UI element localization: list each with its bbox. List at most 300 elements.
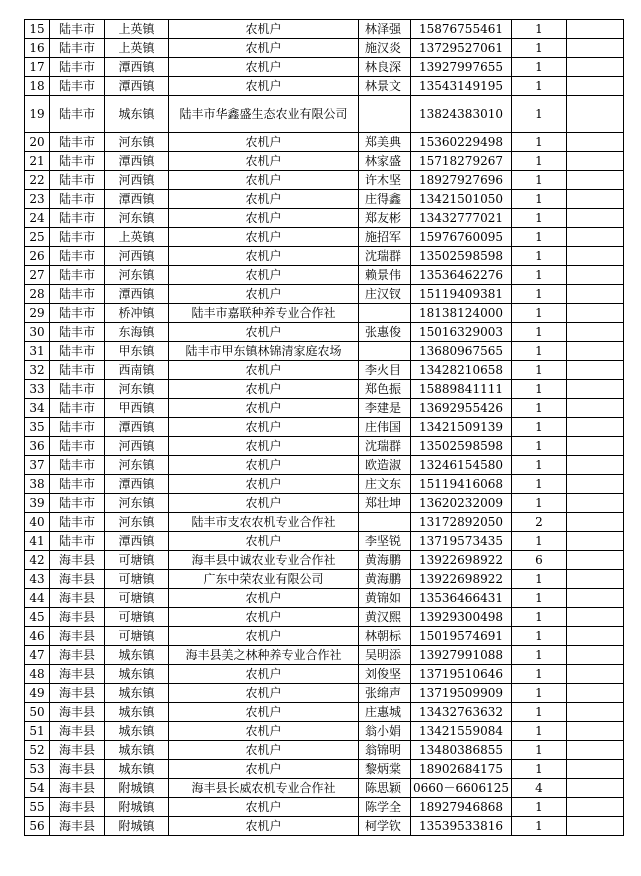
phone-cell: 13719573435 xyxy=(411,532,512,551)
entity-cell: 农机户 xyxy=(169,608,359,627)
table-row xyxy=(25,817,624,836)
entity-cell: 农机户 xyxy=(169,665,359,684)
note-cell xyxy=(566,285,623,304)
town-cell: 河东镇 xyxy=(105,380,169,399)
row-number: 24 xyxy=(25,209,50,228)
town-cell: 可塘镇 xyxy=(105,551,169,570)
row-number: 18 xyxy=(25,77,50,96)
table-row xyxy=(25,304,624,323)
note-cell xyxy=(566,266,623,285)
row-number: 15 xyxy=(25,20,50,39)
note-cell xyxy=(566,627,623,646)
note-cell xyxy=(566,741,623,760)
note-cell xyxy=(566,342,623,361)
row-number: 43 xyxy=(25,570,50,589)
contact-cell: 庄惠城 xyxy=(359,703,411,722)
entity-cell: 农机户 xyxy=(169,133,359,152)
quantity-cell: 1 xyxy=(511,665,566,684)
table-row xyxy=(25,247,624,266)
town-cell: 上英镇 xyxy=(105,20,169,39)
city-cell: 陆丰市 xyxy=(50,418,105,437)
phone-cell: 13922698922 xyxy=(411,551,512,570)
city-cell: 陆丰市 xyxy=(50,532,105,551)
note-cell xyxy=(566,513,623,532)
town-cell: 城东镇 xyxy=(105,684,169,703)
note-cell xyxy=(566,646,623,665)
note-cell xyxy=(566,532,623,551)
city-cell: 陆丰市 xyxy=(50,361,105,380)
city-cell: 海丰县 xyxy=(50,608,105,627)
contact-cell: 陈思颖 xyxy=(359,779,411,798)
table-row xyxy=(25,399,624,418)
contact-cell: 黎炳棠 xyxy=(359,760,411,779)
town-cell: 河西镇 xyxy=(105,247,169,266)
quantity-cell: 1 xyxy=(511,760,566,779)
phone-cell: 13929300498 xyxy=(411,608,512,627)
row-number: 47 xyxy=(25,646,50,665)
entity-cell: 农机户 xyxy=(169,456,359,475)
contact-cell: 施招军 xyxy=(359,228,411,247)
note-cell xyxy=(566,247,623,266)
city-cell: 陆丰市 xyxy=(50,190,105,209)
row-number: 42 xyxy=(25,551,50,570)
note-cell xyxy=(566,703,623,722)
contact-cell: 庄得鑫 xyxy=(359,190,411,209)
row-number: 35 xyxy=(25,418,50,437)
note-cell xyxy=(566,570,623,589)
quantity-cell: 1 xyxy=(511,20,566,39)
town-cell: 河东镇 xyxy=(105,494,169,513)
entity-cell: 农机户 xyxy=(169,77,359,96)
row-number: 54 xyxy=(25,779,50,798)
phone-cell: 15889841111 xyxy=(411,380,512,399)
quantity-cell: 1 xyxy=(511,817,566,836)
table-row xyxy=(25,475,624,494)
phone-cell: 13719509909 xyxy=(411,684,512,703)
note-cell xyxy=(566,494,623,513)
table-row xyxy=(25,323,624,342)
table-row xyxy=(25,20,624,39)
contact-cell: 林良深 xyxy=(359,58,411,77)
table-row xyxy=(25,456,624,475)
row-number: 53 xyxy=(25,760,50,779)
contact-cell: 黄汉熙 xyxy=(359,608,411,627)
note-cell xyxy=(566,323,623,342)
table-row xyxy=(25,532,624,551)
row-number: 33 xyxy=(25,380,50,399)
row-number: 27 xyxy=(25,266,50,285)
quantity-cell: 4 xyxy=(511,779,566,798)
row-number: 23 xyxy=(25,190,50,209)
quantity-cell: 1 xyxy=(511,323,566,342)
town-cell: 潭西镇 xyxy=(105,152,169,171)
contact-cell: 赖景伟 xyxy=(359,266,411,285)
note-cell xyxy=(566,39,623,58)
entity-cell: 农机户 xyxy=(169,58,359,77)
phone-cell: 13620232009 xyxy=(411,494,512,513)
contact-cell: 翁小娟 xyxy=(359,722,411,741)
entity-cell: 农机户 xyxy=(169,171,359,190)
contact-cell: 郑友彬 xyxy=(359,209,411,228)
phone-cell: 15019574691 xyxy=(411,627,512,646)
entity-cell: 广东中荣农业有限公司 xyxy=(169,570,359,589)
city-cell: 陆丰市 xyxy=(50,380,105,399)
quantity-cell: 1 xyxy=(511,494,566,513)
row-number: 26 xyxy=(25,247,50,266)
quantity-cell: 1 xyxy=(511,437,566,456)
note-cell xyxy=(566,20,623,39)
phone-cell: 13536462276 xyxy=(411,266,512,285)
quantity-cell: 1 xyxy=(511,703,566,722)
note-cell xyxy=(566,779,623,798)
row-number: 29 xyxy=(25,304,50,323)
row-number: 38 xyxy=(25,475,50,494)
table-row xyxy=(25,39,624,58)
note-cell xyxy=(566,418,623,437)
entity-cell: 农机户 xyxy=(169,285,359,304)
row-number: 44 xyxy=(25,589,50,608)
town-cell: 潭西镇 xyxy=(105,58,169,77)
quantity-cell: 1 xyxy=(511,190,566,209)
table-row xyxy=(25,703,624,722)
entity-cell: 农机户 xyxy=(169,39,359,58)
phone-cell: 15976760095 xyxy=(411,228,512,247)
city-cell: 陆丰市 xyxy=(50,39,105,58)
quantity-cell: 1 xyxy=(511,475,566,494)
town-cell: 河东镇 xyxy=(105,513,169,532)
row-number: 52 xyxy=(25,741,50,760)
city-cell: 陆丰市 xyxy=(50,77,105,96)
entity-cell: 农机户 xyxy=(169,627,359,646)
row-number: 21 xyxy=(25,152,50,171)
row-number: 36 xyxy=(25,437,50,456)
entity-cell: 农机户 xyxy=(169,209,359,228)
quantity-cell: 1 xyxy=(511,285,566,304)
city-cell: 陆丰市 xyxy=(50,228,105,247)
entity-cell: 农机户 xyxy=(169,190,359,209)
quantity-cell: 1 xyxy=(511,722,566,741)
phone-cell: 13719510646 xyxy=(411,665,512,684)
quantity-cell: 6 xyxy=(511,551,566,570)
city-cell: 海丰县 xyxy=(50,646,105,665)
row-number: 41 xyxy=(25,532,50,551)
phone-cell: 18927946868 xyxy=(411,798,512,817)
entity-cell: 农机户 xyxy=(169,684,359,703)
phone-cell: 13428210658 xyxy=(411,361,512,380)
city-cell: 陆丰市 xyxy=(50,399,105,418)
entity-cell: 海丰县美之林种养专业合作社 xyxy=(169,646,359,665)
table-body xyxy=(25,20,624,836)
phone-cell: 13680967565 xyxy=(411,342,512,361)
city-cell: 海丰县 xyxy=(50,665,105,684)
contact-cell: 李建是 xyxy=(359,399,411,418)
city-cell: 海丰县 xyxy=(50,570,105,589)
table-row xyxy=(25,741,624,760)
city-cell: 海丰县 xyxy=(50,798,105,817)
row-number: 19 xyxy=(25,96,50,133)
quantity-cell: 1 xyxy=(511,171,566,190)
note-cell xyxy=(566,399,623,418)
table-row xyxy=(25,513,624,532)
city-cell: 陆丰市 xyxy=(50,475,105,494)
row-number: 40 xyxy=(25,513,50,532)
contact-cell: 郑色振 xyxy=(359,380,411,399)
row-number: 16 xyxy=(25,39,50,58)
quantity-cell: 1 xyxy=(511,646,566,665)
phone-cell: 13824383010 xyxy=(411,96,512,133)
row-number: 39 xyxy=(25,494,50,513)
city-cell: 陆丰市 xyxy=(50,342,105,361)
phone-cell: 15360229498 xyxy=(411,133,512,152)
contact-cell: 郑美典 xyxy=(359,133,411,152)
contact-cell: 吴明添 xyxy=(359,646,411,665)
table-row xyxy=(25,551,624,570)
town-cell: 城东镇 xyxy=(105,760,169,779)
phone-cell: 15119416068 xyxy=(411,475,512,494)
town-cell: 城东镇 xyxy=(105,96,169,133)
row-number: 49 xyxy=(25,684,50,703)
entity-cell: 农机户 xyxy=(169,380,359,399)
row-number: 20 xyxy=(25,133,50,152)
town-cell: 上英镇 xyxy=(105,228,169,247)
city-cell: 陆丰市 xyxy=(50,247,105,266)
contact-cell: 李火目 xyxy=(359,361,411,380)
town-cell: 河东镇 xyxy=(105,456,169,475)
quantity-cell: 1 xyxy=(511,304,566,323)
city-cell: 陆丰市 xyxy=(50,152,105,171)
row-number: 48 xyxy=(25,665,50,684)
note-cell xyxy=(566,437,623,456)
town-cell: 可塘镇 xyxy=(105,589,169,608)
town-cell: 河东镇 xyxy=(105,266,169,285)
table-row xyxy=(25,171,624,190)
phone-cell: 13502598598 xyxy=(411,247,512,266)
table-row xyxy=(25,209,624,228)
city-cell: 陆丰市 xyxy=(50,266,105,285)
entity-cell: 农机户 xyxy=(169,228,359,247)
phone-cell: 13536466431 xyxy=(411,589,512,608)
quantity-cell: 1 xyxy=(511,456,566,475)
city-cell: 陆丰市 xyxy=(50,456,105,475)
contact-cell: 黄海鹏 xyxy=(359,551,411,570)
quantity-cell: 1 xyxy=(511,741,566,760)
city-cell: 海丰县 xyxy=(50,741,105,760)
contact-cell: 庄伟国 xyxy=(359,418,411,437)
entity-cell: 农机户 xyxy=(169,798,359,817)
note-cell xyxy=(566,304,623,323)
contact-cell xyxy=(359,96,411,133)
contact-cell: 陈学全 xyxy=(359,798,411,817)
phone-cell: 13421559084 xyxy=(411,722,512,741)
town-cell: 附城镇 xyxy=(105,798,169,817)
contact-cell: 黄锦如 xyxy=(359,589,411,608)
phone-cell: 13480386855 xyxy=(411,741,512,760)
contact-cell xyxy=(359,304,411,323)
row-number: 56 xyxy=(25,817,50,836)
phone-cell: 15718279267 xyxy=(411,152,512,171)
table-row xyxy=(25,228,624,247)
contact-cell: 施汉炎 xyxy=(359,39,411,58)
quantity-cell: 1 xyxy=(511,418,566,437)
city-cell: 海丰县 xyxy=(50,779,105,798)
entity-cell: 陆丰市支农农机专业合作社 xyxy=(169,513,359,532)
quantity-cell: 1 xyxy=(511,247,566,266)
table-row xyxy=(25,342,624,361)
town-cell: 附城镇 xyxy=(105,817,169,836)
table-row xyxy=(25,570,624,589)
table-row xyxy=(25,627,624,646)
registry-table xyxy=(24,19,624,836)
quantity-cell: 1 xyxy=(511,209,566,228)
entity-cell: 农机户 xyxy=(169,361,359,380)
phone-cell: 13543149195 xyxy=(411,77,512,96)
quantity-cell: 1 xyxy=(511,133,566,152)
table-row xyxy=(25,798,624,817)
note-cell xyxy=(566,475,623,494)
entity-cell: 农机户 xyxy=(169,741,359,760)
entity-cell: 农机户 xyxy=(169,532,359,551)
city-cell: 海丰县 xyxy=(50,817,105,836)
contact-cell: 郑壮坤 xyxy=(359,494,411,513)
note-cell xyxy=(566,380,623,399)
contact-cell: 沈瑞群 xyxy=(359,247,411,266)
contact-cell: 柯学钦 xyxy=(359,817,411,836)
note-cell xyxy=(566,589,623,608)
town-cell: 城东镇 xyxy=(105,665,169,684)
row-number: 25 xyxy=(25,228,50,247)
table-row xyxy=(25,779,624,798)
table-row xyxy=(25,418,624,437)
town-cell: 潭西镇 xyxy=(105,532,169,551)
town-cell: 城东镇 xyxy=(105,646,169,665)
entity-cell: 农机户 xyxy=(169,475,359,494)
town-cell: 上英镇 xyxy=(105,39,169,58)
table-row xyxy=(25,380,624,399)
city-cell: 海丰县 xyxy=(50,760,105,779)
quantity-cell: 1 xyxy=(511,152,566,171)
table-row xyxy=(25,589,624,608)
city-cell: 陆丰市 xyxy=(50,58,105,77)
row-number: 46 xyxy=(25,627,50,646)
entity-cell: 陆丰市华鑫盛生态农业有限公司 xyxy=(169,96,359,133)
city-cell: 陆丰市 xyxy=(50,171,105,190)
entity-cell: 农机户 xyxy=(169,152,359,171)
quantity-cell: 1 xyxy=(511,266,566,285)
city-cell: 陆丰市 xyxy=(50,304,105,323)
document-page xyxy=(24,19,624,836)
table-row xyxy=(25,77,624,96)
entity-cell: 农机户 xyxy=(169,418,359,437)
quantity-cell: 1 xyxy=(511,342,566,361)
row-number: 28 xyxy=(25,285,50,304)
table-row xyxy=(25,494,624,513)
table-row xyxy=(25,684,624,703)
note-cell xyxy=(566,456,623,475)
row-number: 22 xyxy=(25,171,50,190)
quantity-cell: 1 xyxy=(511,570,566,589)
table-row xyxy=(25,285,624,304)
city-cell: 陆丰市 xyxy=(50,494,105,513)
town-cell: 城东镇 xyxy=(105,722,169,741)
city-cell: 海丰县 xyxy=(50,551,105,570)
phone-cell: 13729527061 xyxy=(411,39,512,58)
city-cell: 海丰县 xyxy=(50,589,105,608)
note-cell xyxy=(566,228,623,247)
phone-cell: 13421509139 xyxy=(411,418,512,437)
quantity-cell: 1 xyxy=(511,532,566,551)
contact-cell: 刘俊坚 xyxy=(359,665,411,684)
city-cell: 海丰县 xyxy=(50,627,105,646)
city-cell: 陆丰市 xyxy=(50,437,105,456)
phone-cell: 13172892050 xyxy=(411,513,512,532)
quantity-cell: 1 xyxy=(511,96,566,133)
row-number: 32 xyxy=(25,361,50,380)
phone-cell: 13539533816 xyxy=(411,817,512,836)
note-cell xyxy=(566,96,623,133)
town-cell: 河东镇 xyxy=(105,133,169,152)
quantity-cell: 2 xyxy=(511,513,566,532)
city-cell: 海丰县 xyxy=(50,684,105,703)
city-cell: 陆丰市 xyxy=(50,96,105,133)
town-cell: 潭西镇 xyxy=(105,190,169,209)
row-number: 51 xyxy=(25,722,50,741)
town-cell: 潭西镇 xyxy=(105,285,169,304)
table-row xyxy=(25,722,624,741)
phone-cell: 18138124000 xyxy=(411,304,512,323)
table-row xyxy=(25,608,624,627)
note-cell xyxy=(566,152,623,171)
entity-cell: 陆丰市嘉联种养专业合作社 xyxy=(169,304,359,323)
note-cell xyxy=(566,608,623,627)
quantity-cell: 1 xyxy=(511,361,566,380)
town-cell: 甲东镇 xyxy=(105,342,169,361)
contact-cell xyxy=(359,342,411,361)
entity-cell: 农机户 xyxy=(169,266,359,285)
contact-cell: 庄文东 xyxy=(359,475,411,494)
contact-cell: 黄海鹏 xyxy=(359,570,411,589)
town-cell: 可塘镇 xyxy=(105,608,169,627)
note-cell xyxy=(566,77,623,96)
phone-cell: 0660－6606125 xyxy=(411,779,512,798)
phone-cell: 13421501050 xyxy=(411,190,512,209)
row-number: 50 xyxy=(25,703,50,722)
row-number: 30 xyxy=(25,323,50,342)
quantity-cell: 1 xyxy=(511,380,566,399)
note-cell xyxy=(566,684,623,703)
quantity-cell: 1 xyxy=(511,608,566,627)
entity-cell: 农机户 xyxy=(169,589,359,608)
phone-cell: 15876755461 xyxy=(411,20,512,39)
contact-cell: 庄汉钗 xyxy=(359,285,411,304)
city-cell: 陆丰市 xyxy=(50,513,105,532)
contact-cell: 林家盛 xyxy=(359,152,411,171)
table-row xyxy=(25,133,624,152)
note-cell xyxy=(566,722,623,741)
note-cell xyxy=(566,665,623,684)
phone-cell: 13246154580 xyxy=(411,456,512,475)
contact-cell: 许木坚 xyxy=(359,171,411,190)
table-row xyxy=(25,646,624,665)
table-row xyxy=(25,437,624,456)
contact-cell: 沈瑞群 xyxy=(359,437,411,456)
contact-cell: 翁锦明 xyxy=(359,741,411,760)
phone-cell: 13432763632 xyxy=(411,703,512,722)
entity-cell: 农机户 xyxy=(169,703,359,722)
phone-cell: 15119409381 xyxy=(411,285,512,304)
city-cell: 陆丰市 xyxy=(50,133,105,152)
town-cell: 桥冲镇 xyxy=(105,304,169,323)
quantity-cell: 1 xyxy=(511,684,566,703)
